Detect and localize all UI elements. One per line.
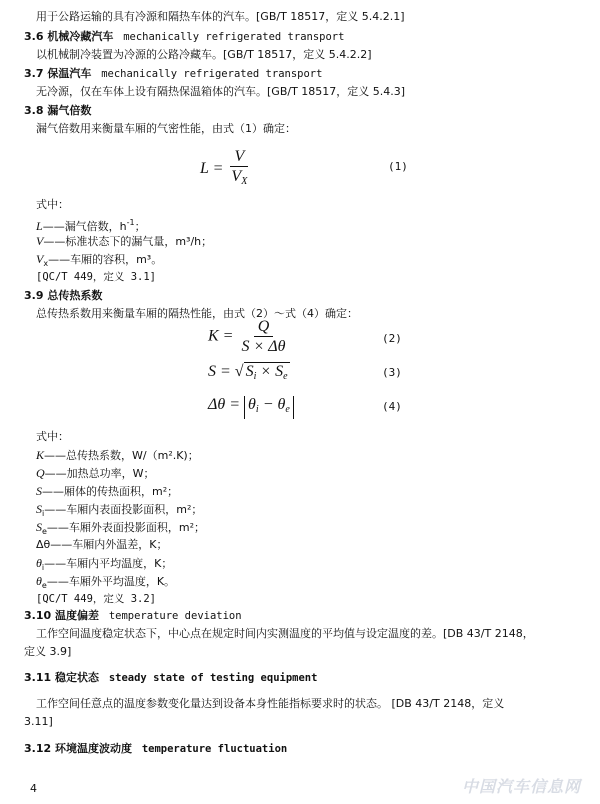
section-title-en: mechanically refrigerated transport <box>101 68 323 80</box>
section-number: 3.12 <box>24 742 52 755</box>
section-heading-3-10 <box>24 609 242 623</box>
section-number: 3.11 <box>24 671 52 684</box>
text-line: 用于公路运输的具有冷源和隔热车体的汽车。[GB/T 18517，定义 5.4.2.1] <box>36 10 405 23</box>
text-line: 漏气倍数用来衡量车厢的气密性能，由式（1）确定： <box>36 122 296 135</box>
reference: [QC/T 449，定义 3.1] <box>36 271 157 283</box>
section-heading-3-6 <box>24 30 344 44</box>
section-title-cn: 总传热系数 <box>47 289 103 302</box>
text-line: 工作空间温度稳定状态下，中心点在规定时间内实测温度的平均值与设定温度的差。[DB 43/T 2148， <box>36 627 534 640</box>
section-title-cn: 温度偏差 <box>54 609 99 622</box>
section-number: 3.7 <box>24 67 44 80</box>
section-title-cn: 环境温度波动度 <box>54 742 132 755</box>
formula-4: $\Delta\theta = \theta_i - \theta_e$ <box>208 396 294 419</box>
text-line: 总传热系数用来衡量车厢的隔热性能，由式（2）～式（4）确定： <box>36 307 358 320</box>
section-heading-3-8 <box>24 104 91 118</box>
definition-line: K——总传热系数，W/（m².K)； <box>36 448 199 462</box>
section-title-cn: 机械冷藏汽车 <box>47 30 114 43</box>
definition-line: S——厢体的传热面积，m²； <box>36 484 179 498</box>
equation-number: (4) <box>382 400 402 413</box>
formula-3: S = √ $S_i \times S_e$ <box>208 363 288 382</box>
section-number: 3.10 <box>24 609 52 622</box>
definition-line: $V_x——$车厢的容积，m³。 <box>36 252 163 268</box>
definition-line: $S_e——$车厢外表面投影面积，m²； <box>36 520 206 536</box>
formula-1: L = $\frac{V}{V_X}$ <box>200 148 248 187</box>
text-line: 定义 3.9] <box>24 645 72 658</box>
section-title-en: mechanically refrigerated transport <box>123 31 345 43</box>
text-line: 式中： <box>36 198 69 211</box>
equation-number: (2) <box>382 332 402 345</box>
definition-line: Q——加热总功率，W； <box>36 466 155 480</box>
watermark-logo: 中国汽车信息网 <box>462 777 582 796</box>
section-title-cn: 漏气倍数 <box>47 104 92 117</box>
text-line: 式中： <box>36 430 69 443</box>
definition-line: Δθ——车厢内外温差，K； <box>36 538 168 551</box>
definition-line: V——标准状态下的漏气量，m³/h； <box>36 234 213 248</box>
section-heading-3-9 <box>24 289 102 303</box>
section-heading-3-12 <box>24 742 287 756</box>
section-number: 3.8 <box>24 104 44 117</box>
section-title-cn: 稳定状态 <box>54 671 99 684</box>
definition-line: $S_i——$车厢内表面投影面积，m²； <box>36 502 203 518</box>
section-title-cn: 保温汽车 <box>47 67 92 80</box>
definition-line: $\theta_e——$车厢外平均温度，K。 <box>36 574 176 590</box>
text-line: 3.11] <box>24 715 53 728</box>
page-number: 4 <box>30 782 37 795</box>
definition-line: $\theta_i——$车厢内平均温度，K； <box>36 556 173 572</box>
text-line: 工作空间任意点的温度参数变化量达到设备本身性能指标要求时的状态。 [DB 43/T 2148，定义 <box>36 697 505 710</box>
section-number: 3.6 <box>24 30 44 43</box>
text-line: 无冷源，仅在车体上设有隔热保温箱体的汽车。[GB/T 18517，定义 5.4.3] <box>36 85 406 98</box>
equation-number: (1) <box>388 160 408 173</box>
formula-2: K = $\frac{Q}{S \times \Delta\theta}$ <box>208 318 286 355</box>
section-number: 3.9 <box>24 289 44 302</box>
section-heading-3-7 <box>24 67 322 81</box>
section-title-en: temperature fluctuation <box>141 743 288 755</box>
equation-number: (3) <box>382 366 402 379</box>
section-heading-3-11 <box>24 671 317 685</box>
definition-line: L——漏气倍数，$h^{-1}$； <box>36 218 146 233</box>
reference: [QC/T 449，定义 3.2] <box>36 593 157 605</box>
section-title-en: steady state of testing equipment <box>108 672 318 684</box>
section-title-en: temperature deviation <box>108 610 242 622</box>
text-line: 以机械制冷装置为冷源的公路冷藏车。[GB/T 18517，定义 5.4.2.2] <box>36 48 372 61</box>
